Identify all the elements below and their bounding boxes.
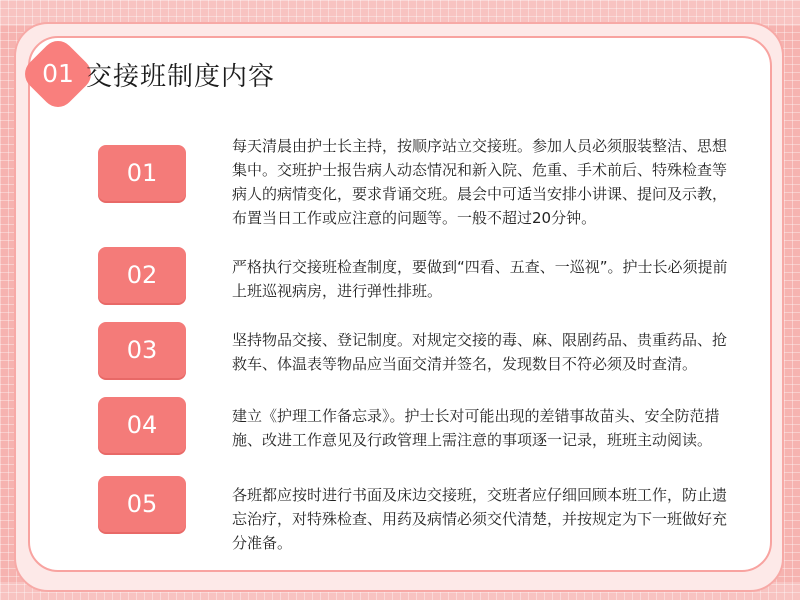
item-text-05: 各班都应按时进行书面及床边交接班，交班者应仔细回顾本班工作，防止遗忘治疗，对特殊检查、用药及病情必须交代清楚，并按规定为下一班做好充分准备。 — [232, 486, 728, 552]
item-text-03: 坚持物品交接、登记制度。对规定交接的毒、麻、限剧药品、贵重药品、抢救车、体温表等物品应当面交清并签名，发现数目不符必须及时查清。 — [232, 331, 728, 373]
item-text-04: 建立《护理工作备忘录》。护士长对可能出现的差错事故苗头、安全防范措施、改进工作意见及行政管理上需注意的事项逐一记录，班班主动阅读。 — [232, 407, 720, 449]
item-badge-04: 04 — [98, 397, 186, 453]
item-text-02: 严格执行交接班检查制度，要做到“四看、五查、一巡视”。护士长必须提前上班巡视病房，进行弹性排班。 — [232, 258, 728, 300]
section-number: 01 — [42, 59, 74, 88]
slide-title: 交接班制度内容 — [86, 62, 276, 92]
item-text-01: 每天清晨由护士长主持，按顺序站立交接班。参加人员必须服装整洁、思想集中。交班护士报告病人动态情况和新入院、危重、手术前后、特殊检查等病人的病情变化，要求背诵交班。晨会中可适当安排小讲课、提问及示教，布置当日工作或应注意的问题等。一般不超过20分钟。 — [232, 137, 728, 227]
item-badge-05: 05 — [98, 476, 186, 532]
item-badge-02: 02 — [98, 247, 186, 303]
item-badge-03: 03 — [98, 322, 186, 378]
item-badge-01: 01 — [98, 145, 186, 201]
